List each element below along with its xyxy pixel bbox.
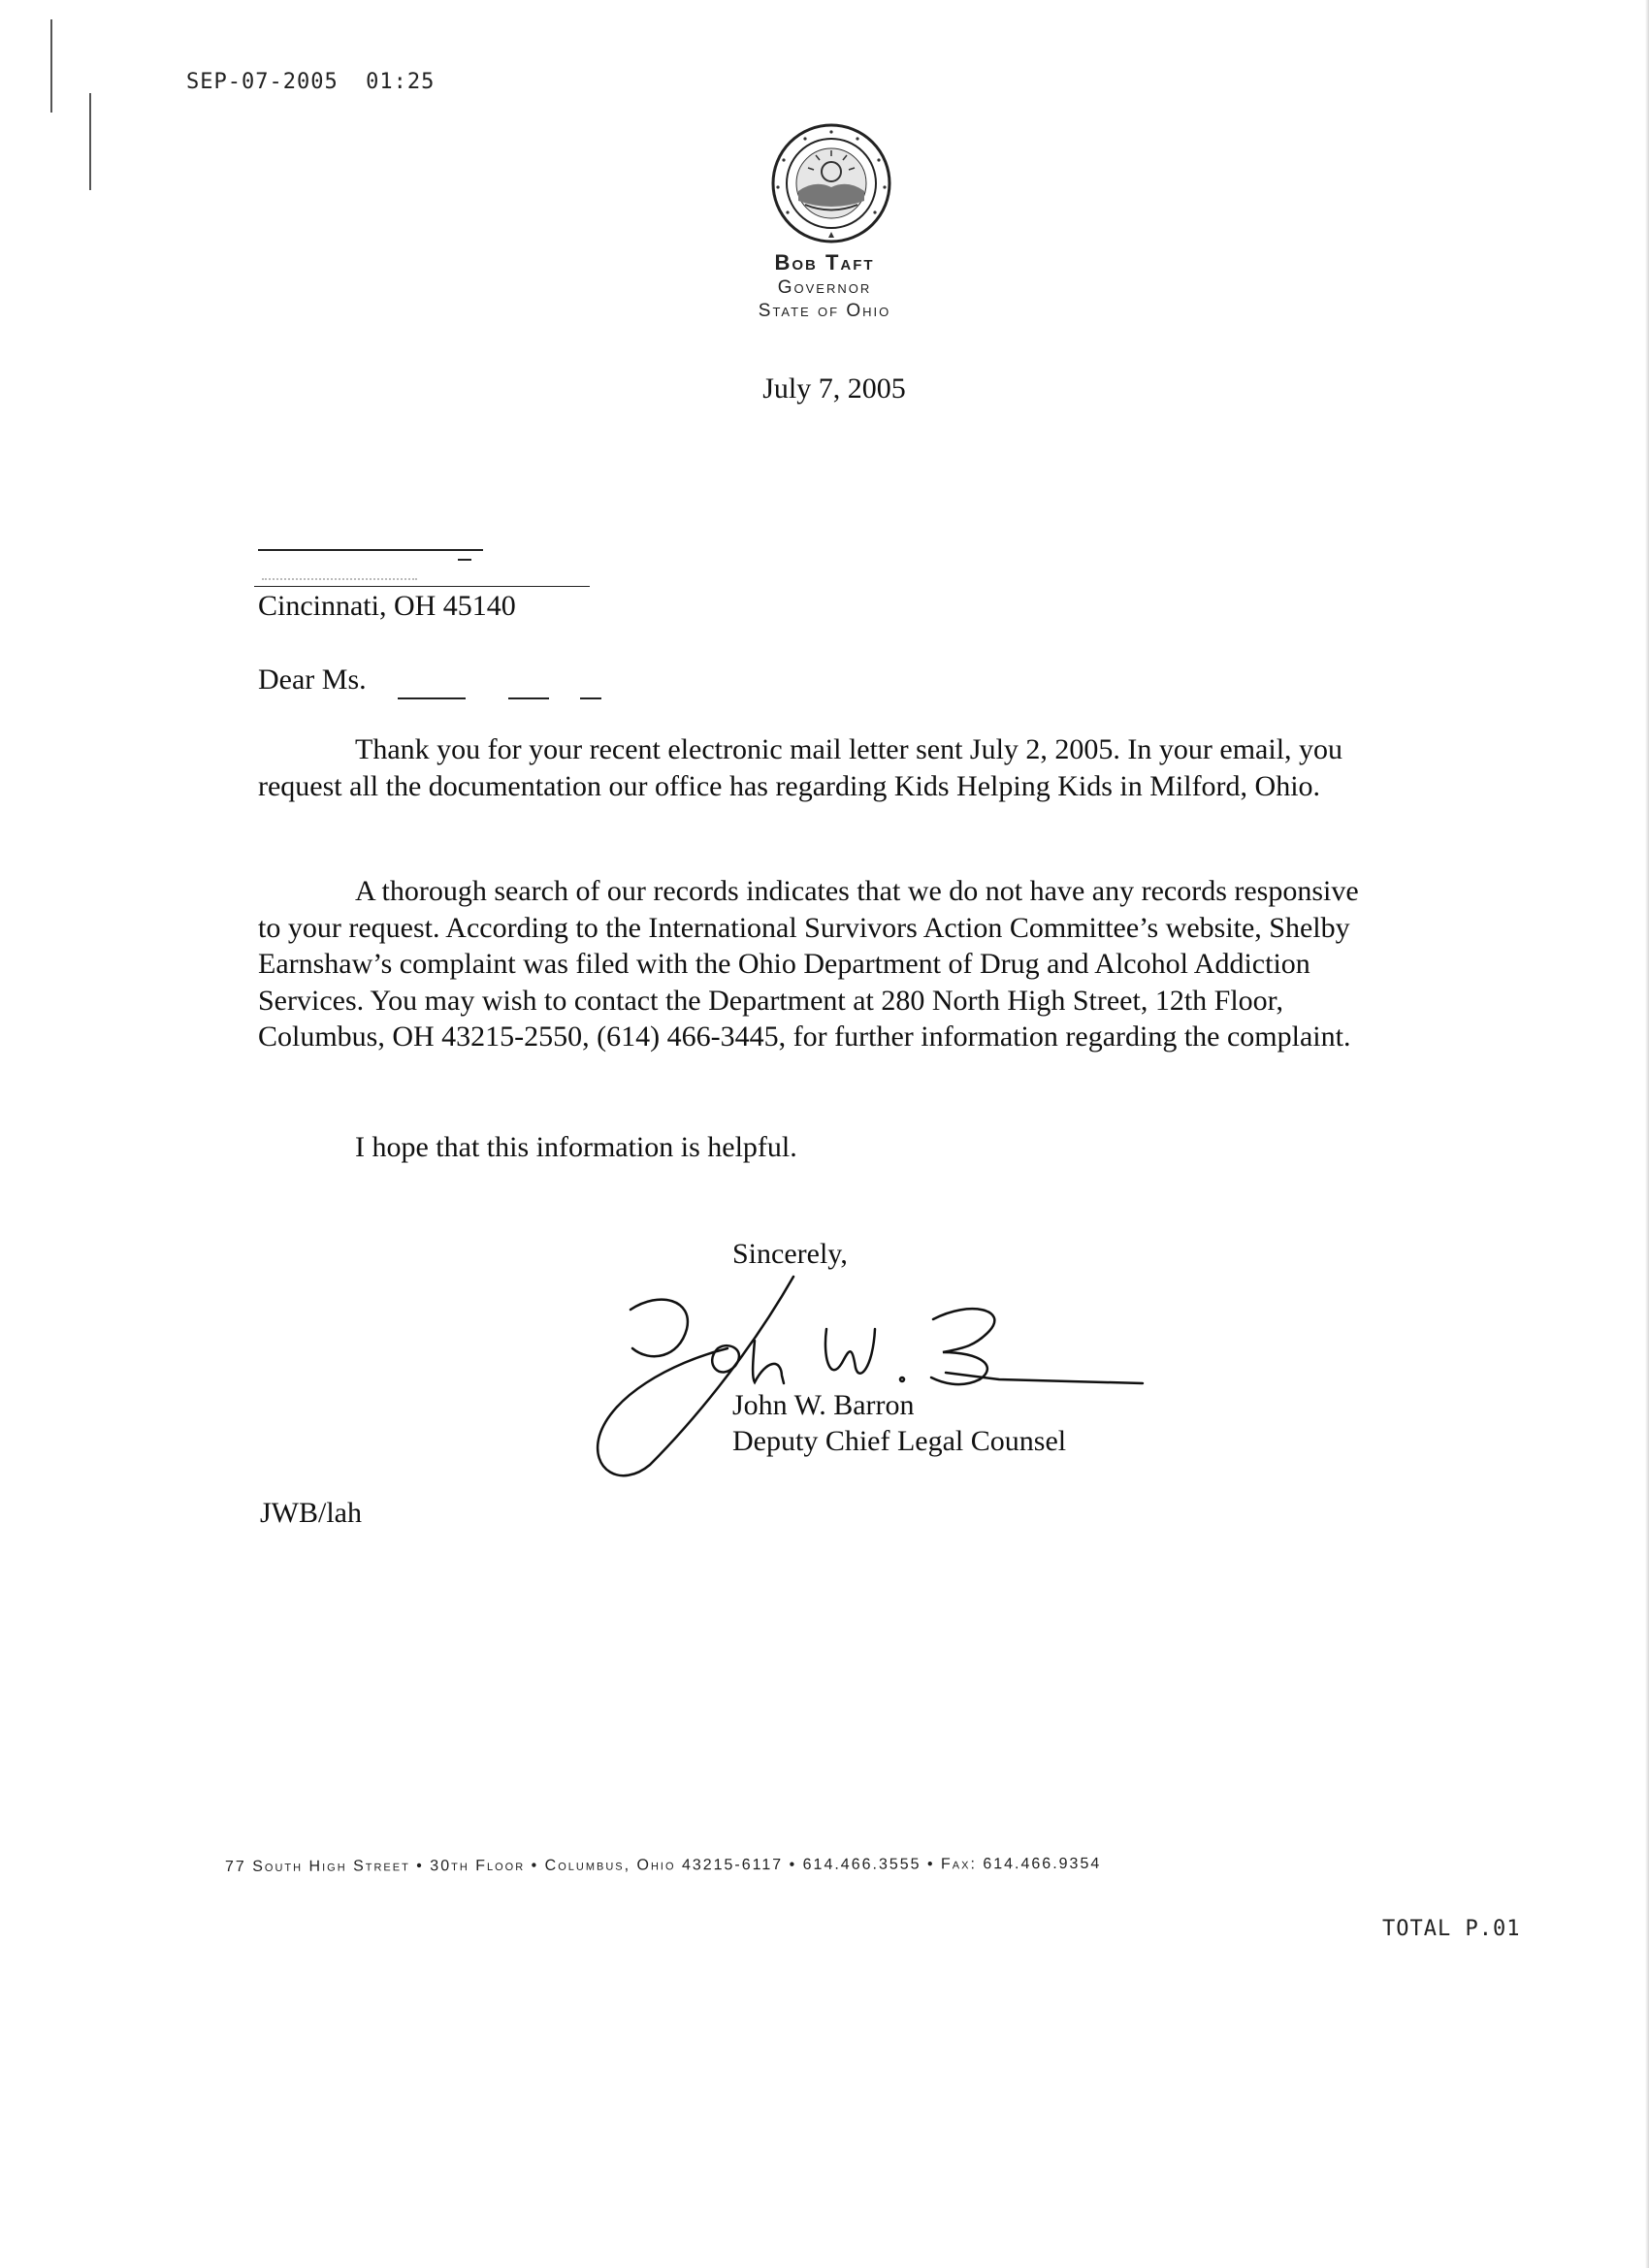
signer-block: [732, 1387, 1066, 1459]
letterhead-state: State of Ohio: [758, 301, 891, 321]
redacted-line: [262, 578, 417, 580]
fax-header: SEP-07-2005 01:25: [186, 70, 436, 94]
redacted-line: [258, 549, 483, 551]
redacted-name: [398, 697, 466, 699]
body-paragraph: Thank you for your recent electronic mail letter sent July 2, 2005. In your email, you request all the documentation our office has regarding Kids Helping Kids in Milford, Ohio.: [258, 733, 1343, 802]
scan-mark: [89, 93, 91, 190]
fax-total-pages: TOTAL P.01: [1382, 1917, 1521, 1941]
scan-mark: [50, 19, 52, 113]
typist-initials: JWB/lah: [260, 1497, 362, 1529]
closing: Sincerely,: [732, 1238, 848, 1270]
body-paragraph: A thorough search of our records indicates that we do not have any records responsive to your request. According to the International Survivors Action Committee’s website, Shelby Earnshaw’s complaint was filed with the Ohio Department of Drug and Alcohol Addiction Services. You may wish to contact the Department at 280 North High Street, 12th Floor, Columbus, OH 43215-2550, (614) 466-3445, for further information regarding the complaint.: [258, 875, 1359, 1053]
redacted-line: [458, 559, 471, 561]
redacted-name: [580, 697, 601, 699]
redacted-line: [254, 586, 590, 587]
letterhead-title: Governor: [777, 277, 872, 298]
letter-date: July 7, 2005: [762, 373, 906, 405]
signer-name: John W. Barron: [732, 1389, 915, 1421]
signer-title: Deputy Chief Legal Counsel: [732, 1425, 1067, 1457]
recipient-city-line: Cincinnati, OH 45140: [258, 590, 516, 622]
letterhead-name: Bob Taft: [774, 250, 875, 275]
page-edge-shadow: [1645, 0, 1649, 2268]
letterhead-footer: 77 South High Street • 30th Floor • Columbus, Ohio 43215-6117 • 614.466.3555 • Fax: 614.466.9354: [224, 1855, 1102, 1875]
salutation: Dear Ms.: [258, 664, 367, 696]
redacted-name: [508, 697, 549, 699]
body-paragraph: I hope that this information is helpful.: [355, 1131, 797, 1163]
ohio-seal-icon: [766, 123, 896, 247]
